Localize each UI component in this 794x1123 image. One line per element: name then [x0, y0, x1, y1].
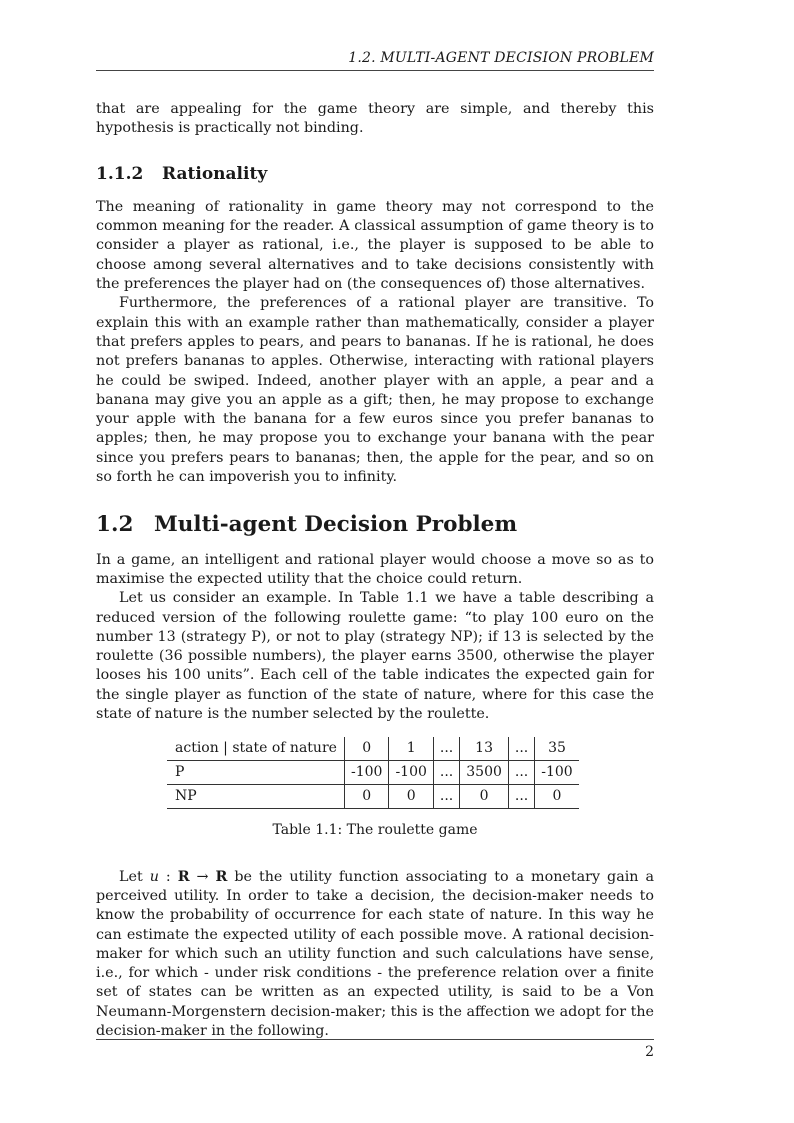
table-header-cell: 1 [389, 737, 433, 761]
table-cell: ... [433, 785, 459, 809]
table-cell: 0 [389, 785, 433, 809]
intro-paragraph: that are appealing for the game theory are simple, and thereby this hypothesis is practically not binding. [96, 101, 654, 137]
table-cell: -100 [535, 761, 579, 785]
page-number: 2 [645, 1044, 654, 1060]
rationality-paragraph-2: Furthermore, the preferences of a rational player are transitive. To explain this with an example rather than mathematically, consider a player that prefers apples to pears, and pears to bananas. If he is rational, he does not prefers bananas to apples. Otherwise, interacting with rational players he could be swiped. Indeed, another player with an apple, a pear and a banana may give you an apple as a gift; then, he may propose to exchange your apple with the banana for a few euros since you prefer bananas to apples; then, he may propose you to exchange your banana with the pear since you prefers pears to bananas; then, the apple for the pear, and so on so forth he can impoverish you to infinity. [96, 295, 654, 486]
table-cell: -100 [389, 761, 433, 785]
section-title: Multi-agent Decision Problem [154, 512, 518, 538]
table-header-row [167, 737, 579, 761]
subsection-title: Rationality [162, 163, 268, 184]
utility-math: u : R → R [149, 868, 228, 885]
table-header-cell: ... [433, 737, 459, 761]
table-cell: NP [167, 785, 345, 809]
table-cell: 0 [460, 785, 509, 809]
header-rule [96, 70, 654, 71]
utility-rest: be the utility function associating to a monetary gain a perceived utility. In order to take a decision, the decision-maker needs to know the probability of occurrence for each state of nature. In this way he can estimate the expected utility of each possible move. A rational decision-maker for which such an utility function and such calculations have sense, i.e., for which - under risk conditions - the preference relation over a finite set of states can be written as an expected utility, is said to be a Von Neumann-Morgenstern decision-maker; this is the affection we adopt for the decision-maker in the following. [96, 868, 654, 1039]
table-header-cell: 35 [535, 737, 579, 761]
table-header-cell: ... [508, 737, 534, 761]
utility-paragraph [96, 868, 654, 1042]
running-head: 1.2. MULTI-AGENT DECISION PROBLEM [348, 50, 654, 66]
table-cell: ... [433, 761, 459, 785]
section-number: 1.2 [96, 512, 134, 538]
table-caption: Table 1.1: The roulette game [272, 822, 478, 839]
table-cell: 3500 [460, 761, 509, 785]
mad-paragraph-2: Let us consider an example. In Table 1.1 we have a table describing a reduced version of the following roulette game: “to play 100 euro on the number 13 (strategy P), or not to play (strategy NP); if 13 is selected by the roulette (36 possible numbers), the player earns 3500, otherwise the player looses his 100 units”. Each cell of the table indicates the expected gain for the single player as function of the state of nature, where for this case the state of nature is the number selected by the roulette. [96, 590, 654, 723]
table-header-cell: 0 [345, 737, 389, 761]
table-cell: ... [508, 785, 534, 809]
table-row [167, 785, 579, 809]
table-row [167, 761, 579, 785]
table-cell: P [167, 761, 345, 785]
footer-rule [96, 1039, 654, 1040]
mad-paragraph-1: In a game, an intelligent and rational player would choose a move so as to maximise the expected utility that the choice could return. [96, 551, 654, 587]
roulette-table-wrap [167, 737, 654, 809]
table-cell: ... [508, 761, 534, 785]
table-cell: 0 [535, 785, 579, 809]
utility-lead: Let [119, 868, 150, 885]
subsection-number: 1.1.2 [96, 163, 144, 184]
rationality-paragraph-1: The meaning of rationality in game theory may not correspond to the common meaning for the reader. A classical assumption of game theory is to consider a player as rational, i.e., the player is supposed to be able to choose among several alternatives and to take decisions consistently with the preferences the player had on (the consequences of) those alternatives. [96, 198, 654, 293]
table-header-cell: 13 [460, 737, 509, 761]
section-heading [96, 512, 654, 538]
subsection-heading [96, 165, 654, 184]
roulette-table [167, 737, 579, 809]
table-cell: -100 [345, 761, 389, 785]
table-header-cell: action | state of nature [167, 737, 345, 761]
body-text [96, 100, 654, 1041]
table-cell: 0 [345, 785, 389, 809]
